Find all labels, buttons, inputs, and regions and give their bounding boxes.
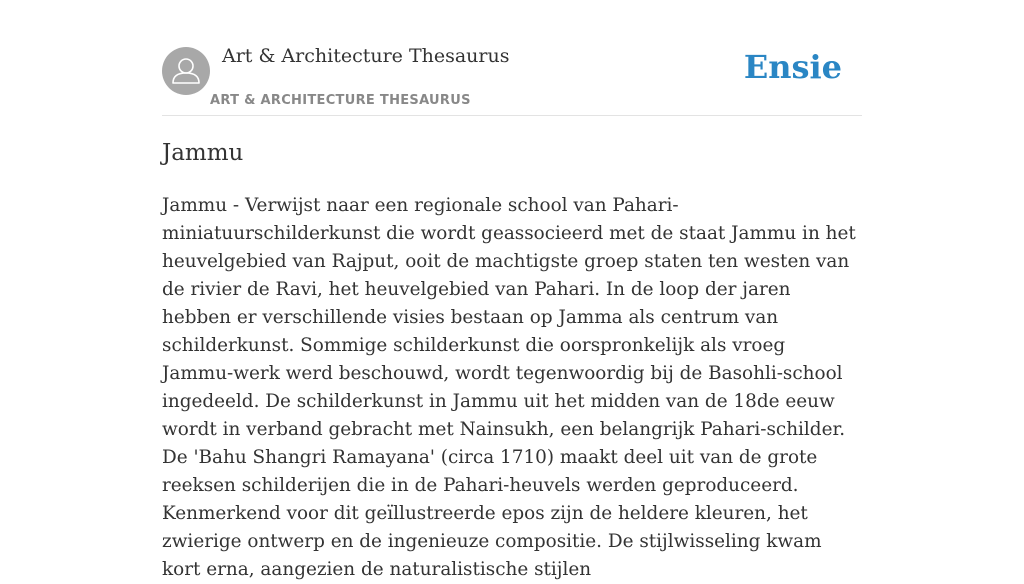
entry-definition: Jammu - Verwijst naar een regionale school van Pahari-miniatuurschilderkunst die wordt geassocieerd met de staat Jammu in het heuvelgebied van Rajput, ooit de machtigste groep staten ten westen van de rivier de Ravi, het heuvelgebied van Pahari. In de loop der jaren hebben er verschillende visies bestaan op Jamma als centrum van schilderkunst. Sommige schilderkunst die oorspronkelijk als vroeg Jammu-werk werd beschouwd, wordt tegenwoordig bij de Basohli-school ingedeeld. De schilderkunst in Jammu uit het midden van de 18de eeuw wordt in verband gebracht met Nainsukh, een belangrijk Pahari-schilder. De 'Bahu Shangri Ramayana' (circa 1710) maakt deel uit van de grote reeksen schilderijen die in de Pahari-heuvels werden geproduceerd. Kenmerkend voor dit geïllustreerde epos zijn de heldere kleuren, het zwierige ontwerp en de ingenieuze compositie. De stijlwisseling kwam kort erna, aangezien de naturalistische stijlen	[162, 195, 856, 580]
entry-header	[162, 0, 862, 116]
source-label[interactable]: ART & ARCHITECTURE THESAURUS	[210, 93, 471, 108]
avatar[interactable]	[162, 47, 210, 95]
entry-title: Jammu	[162, 140, 244, 166]
user-icon	[162, 47, 210, 95]
ensie-logo[interactable]: Ensie	[743, 48, 842, 86]
author-name-link[interactable]: Art & Architecture Thesaurus	[222, 45, 510, 67]
page-container	[162, 0, 862, 580]
